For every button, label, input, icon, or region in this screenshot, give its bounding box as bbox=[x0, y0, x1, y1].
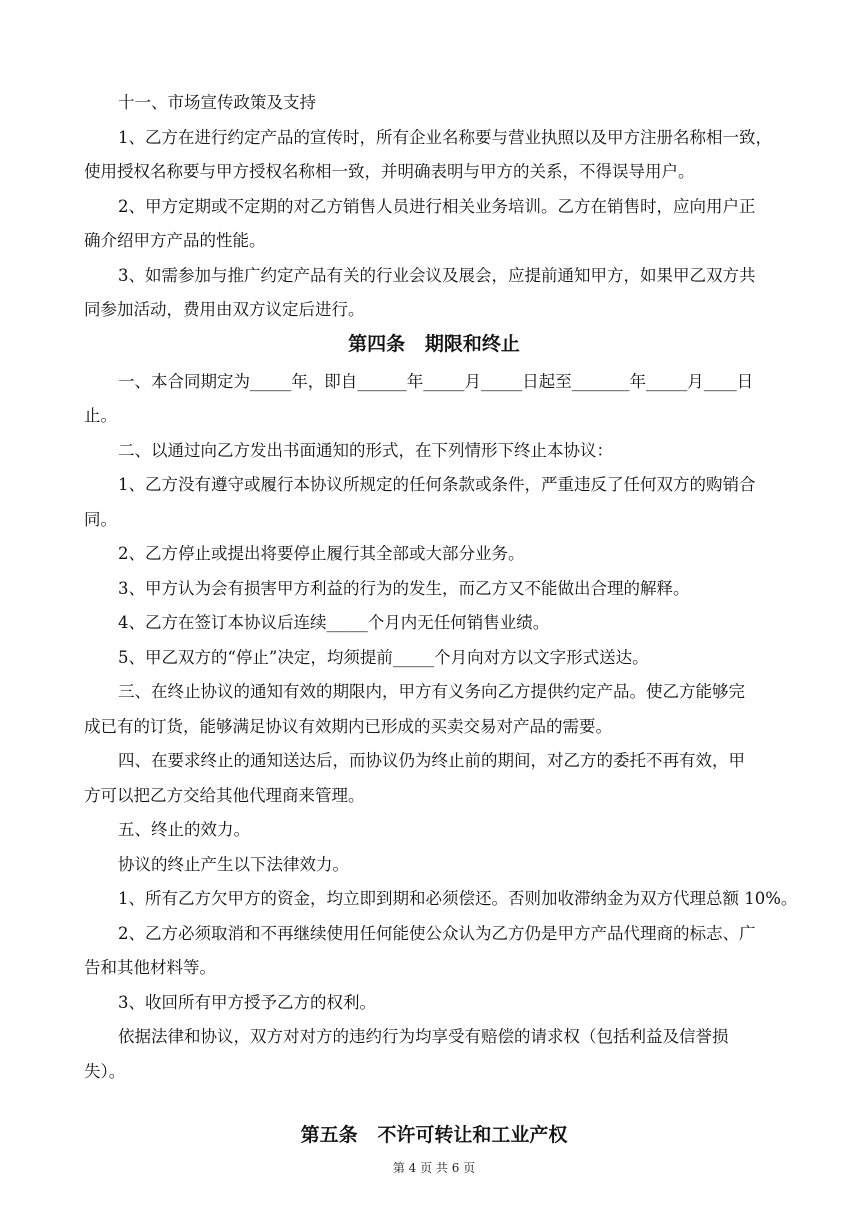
paragraph-line: 四、在要求终止的通知送达后，而协议仍为终止前的期间，对乙方的委托不再有效，甲 bbox=[118, 751, 745, 770]
paragraph-line: 2、甲方定期或不定期的对乙方销售人员进行相关业务培训。乙方在销售时，应向用户正 bbox=[118, 197, 756, 216]
paragraph-line: 5、甲乙双方的“停止”决定，均须提前_____个月向对方以文字形式送达。 bbox=[118, 648, 649, 667]
paragraph-line: 同参加活动，费用由双方议定后进行。 bbox=[84, 300, 365, 319]
paragraph-line: 止。 bbox=[84, 406, 117, 425]
paragraph-line: 告和其他材料等。 bbox=[84, 958, 216, 977]
paragraph-line: 依据法律和协议，双方对对方的违约行为均享受有赔偿的请求权（包括利益及信誉损 bbox=[118, 1027, 729, 1046]
paragraph-line: 三、在终止协议的通知有效的期限内，甲方有义务向乙方提供约定产品。使乙方能够完 bbox=[118, 682, 745, 701]
article-4-heading: 第四条 期限和终止 bbox=[348, 333, 520, 355]
paragraph-line: 成已有的订货，能够满足协议有效期内已形成的买卖交易对产品的需要。 bbox=[84, 717, 612, 736]
paragraph-line: 3、收回所有甲方授予乙方的权利。 bbox=[118, 993, 376, 1012]
paragraph-line: 2、乙方停止或提出将要停止履行其全部或大部分业务。 bbox=[118, 544, 525, 563]
paragraph-line: 五、终止的效力。 bbox=[118, 820, 250, 839]
paragraph-line: 4、乙方在签订本协议后连续_____个月内无任何销售业绩。 bbox=[118, 613, 550, 632]
paragraph-line: 1、乙方没有遵守或履行本协议所规定的任何条款或条件，严重违反了任何双方的购销合 bbox=[118, 475, 756, 494]
paragraph-line: 3、如需参加与推广约定产品有关的行业会议及展会，应提前通知甲方，如果甲乙双方共 bbox=[118, 266, 756, 285]
paragraph-line: 二、以通过向乙方发出书面通知的形式，在下列情形下终止本协议： bbox=[118, 441, 613, 460]
section-heading-market-promotion: 十一、市场宣传政策及支持 bbox=[118, 93, 316, 112]
paragraph-line: 方可以把乙方交给其他代理商来管理。 bbox=[84, 786, 365, 805]
paragraph-line: 协议的终止产生以下法律效力。 bbox=[118, 855, 349, 874]
article-5-heading: 第五条 不许可转让和工业产权 bbox=[300, 1124, 568, 1146]
paragraph-line: 1、乙方在进行约定产品的宣传时，所有企业名称要与营业执照以及甲方注册名称相一致， bbox=[118, 128, 772, 147]
paragraph-line: 2、乙方必须取消和不再继续使用任何能使公众认为乙方仍是甲方产品代理商的标志、广 bbox=[118, 924, 756, 943]
paragraph-line: 一、本合同期定为_____年，即自______年_____月_____日起至_______年_____月____日 bbox=[118, 372, 754, 391]
paragraph-line: 1、所有乙方欠甲方的资金，均立即到期和必须偿还。否则加收滞纳金为双方代理总额 10%。 bbox=[118, 889, 798, 908]
page-number-footer: 第 4 页 共 6 页 bbox=[392, 1161, 476, 1175]
paragraph-line: 失）。 bbox=[84, 1062, 126, 1081]
paragraph-line: 3、甲方认为会有损害甲方利益的行为的发生，而乙方又不能做出合理的解释。 bbox=[118, 579, 690, 598]
paragraph-line: 确介绍甲方产品的性能。 bbox=[84, 231, 266, 250]
paragraph-line: 同。 bbox=[84, 510, 117, 529]
paragraph-line: 使用授权名称要与甲方授权名称相一致，并明确表明与甲方的关系，不得误导用户。 bbox=[84, 162, 695, 181]
